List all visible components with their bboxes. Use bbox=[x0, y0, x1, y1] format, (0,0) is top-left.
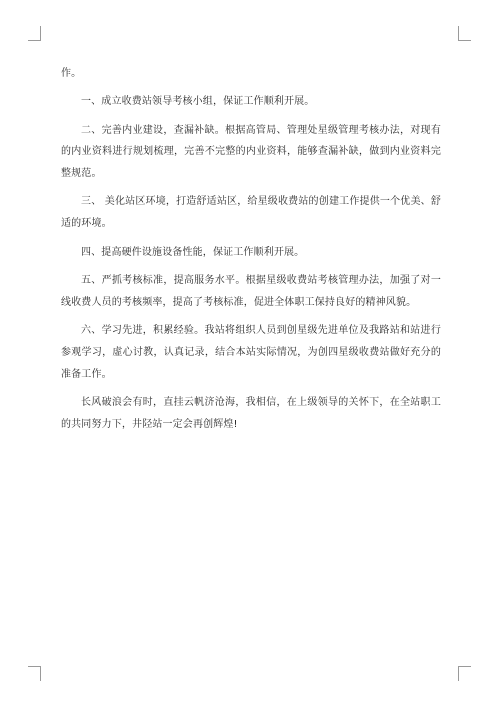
paragraph-item-3: 三、 美化站区环境，打造舒适站区，给星级收费站的创建工作提供一个优美、舒适的环境。 bbox=[61, 196, 441, 230]
paragraph-closing: 长风破浪会有时，直挂云帆济沧海，我相信，在上级领导的关怀下，在全站职工的共同努力下，井陉站一定会再创辉煌! bbox=[61, 396, 441, 430]
crop-mark-bottom-left bbox=[28, 666, 41, 681]
paragraph-item-5: 五、严抓考核标准，提高服务水平。根据星级收费站考核管理办法，加强了对一线收费人员的考核频率，提高了考核标准，促进全体职工保持良好的精神风貌。 bbox=[61, 274, 441, 308]
crop-mark-top-right bbox=[458, 26, 471, 41]
crop-mark-bottom-right bbox=[458, 666, 471, 681]
document-body bbox=[61, 63, 441, 442]
paragraph-item-4: 四、提高硬件设施设备性能，保证工作顺利开展。 bbox=[81, 246, 305, 258]
paragraph-item-2: 二、完善内业建设，查漏补缺。根据高管局、管理处星级管理考核办法，对现有的内业资料进行规划梳理，完善不完整的内业资料，能够查漏补缺，做到内业资料完整规范。 bbox=[61, 124, 441, 180]
paragraph-item-6: 六、学习先进，积累经验。我站将组织人员到创星级先进单位及我路站和站进行参观学习，虚心讨教，认真记录，结合本站实际情况，为创四星级收费站做好充分的准备工作。 bbox=[61, 324, 441, 380]
crop-mark-top-left bbox=[28, 26, 41, 41]
paragraph-continuation: 作。 bbox=[61, 68, 82, 79]
paragraph-item-1: 一、成立收费站领导考核小组，保证工作顺利开展。 bbox=[81, 96, 315, 108]
